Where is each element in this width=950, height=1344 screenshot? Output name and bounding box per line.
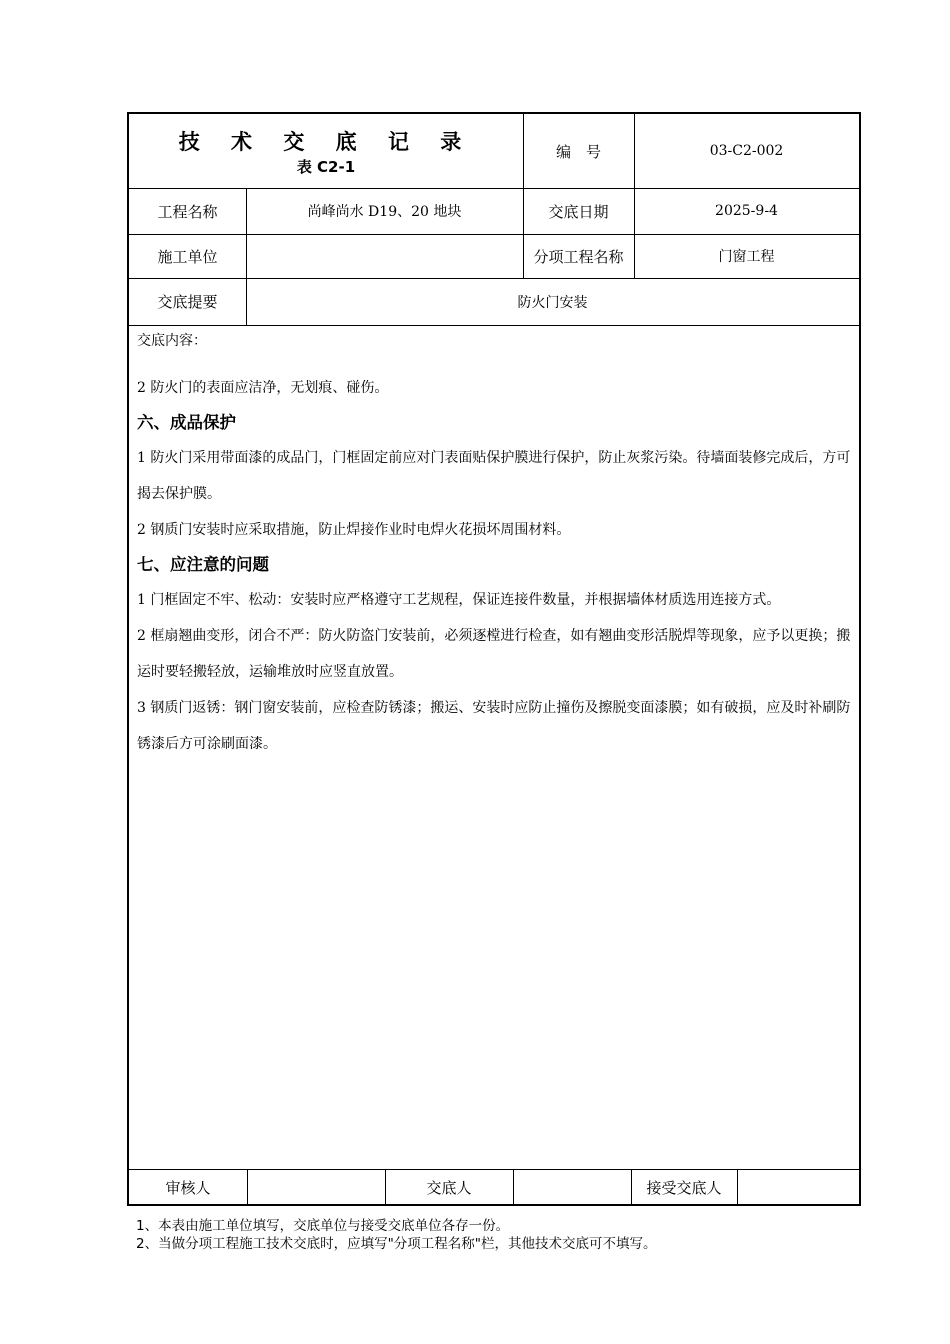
reviewer-label: 审核人 — [165, 1178, 211, 1197]
content-paragraph: 2 框扇翘曲变形，闭合不严：防火防盗门安装前，必须逐樘进行检查，如有翘曲变形活脱焊等现象，应予以更换；搬运时要轻搬轻放，运输堆放时应竖直放置。 — [137, 628, 851, 680]
contractor-value — [246, 234, 523, 278]
summary-label: 交底提要 — [157, 293, 218, 311]
row-divider — [129, 325, 859, 326]
disclosure-content — [137, 330, 857, 762]
project-name-value: 尚峰尚水 D19、20 地块 — [307, 204, 462, 220]
form-notes — [136, 1217, 657, 1253]
title-block — [129, 114, 523, 188]
summary-value: 防火门安装 — [517, 294, 588, 311]
project-name-label: 工程名称 — [157, 202, 218, 221]
section-heading: 六、成品保护 — [137, 413, 236, 432]
subproject-label: 分项工程名称 — [533, 247, 624, 266]
disclosure-form — [127, 112, 861, 1206]
form-title: 技 术 交 底 记 录 — [178, 129, 474, 154]
contractor-label: 施工单位 — [157, 247, 218, 266]
section-heading: 七、应注意的问题 — [137, 555, 269, 574]
content-paragraph: 3 钢质门返锈：钢门窗安装前，应检查防锈漆；搬运、安装时应防止撞伤及擦脱变面漆膜；如有破损，应及时补刷防锈漆后方可涂刷面漆。 — [137, 700, 851, 752]
form-code: 表 C2-1 — [296, 157, 356, 176]
discloser-label: 交底人 — [426, 1178, 472, 1197]
date-value: 2025-9-4 — [715, 203, 778, 219]
note-line: 2、当做分项工程施工技术交底时，应填写"分项工程名称"栏，其他技术交底可不填写。 — [136, 1236, 657, 1252]
content-paragraph: 1 门框固定不牢、松动：安装时应严格遵守工艺规程，保证连接件数量，并根据墙体材质选用连接方式。 — [137, 592, 781, 608]
subproject-value: 门窗工程 — [718, 249, 775, 265]
receiver-value — [737, 1169, 859, 1205]
note-line: 1、本表由施工单位填写，交底单位与接受交底单位各存一份。 — [136, 1218, 510, 1234]
content-paragraph: 2 钢质门安装时应采取措施，防止焊接作业时电焊火花损坏周围材料。 — [137, 522, 571, 538]
date-label: 交底日期 — [548, 202, 609, 221]
content-paragraph: 1 防火门采用带面漆的成品门，门框固定前应对门表面贴保护膜进行保护，防止灰浆污染。待墙面装修完成后，方可揭去保护膜。 — [137, 450, 851, 502]
reviewer-value — [247, 1169, 385, 1205]
number-label: 编 号 — [555, 142, 601, 161]
content-label: 交底内容： — [137, 333, 207, 349]
number-value: 03-C2-002 — [709, 143, 784, 159]
discloser-value — [513, 1169, 631, 1205]
content-paragraph: 2 防火门的表面应洁净，无划痕、碰伤。 — [137, 380, 389, 396]
receiver-label: 接受交底人 — [646, 1178, 722, 1197]
